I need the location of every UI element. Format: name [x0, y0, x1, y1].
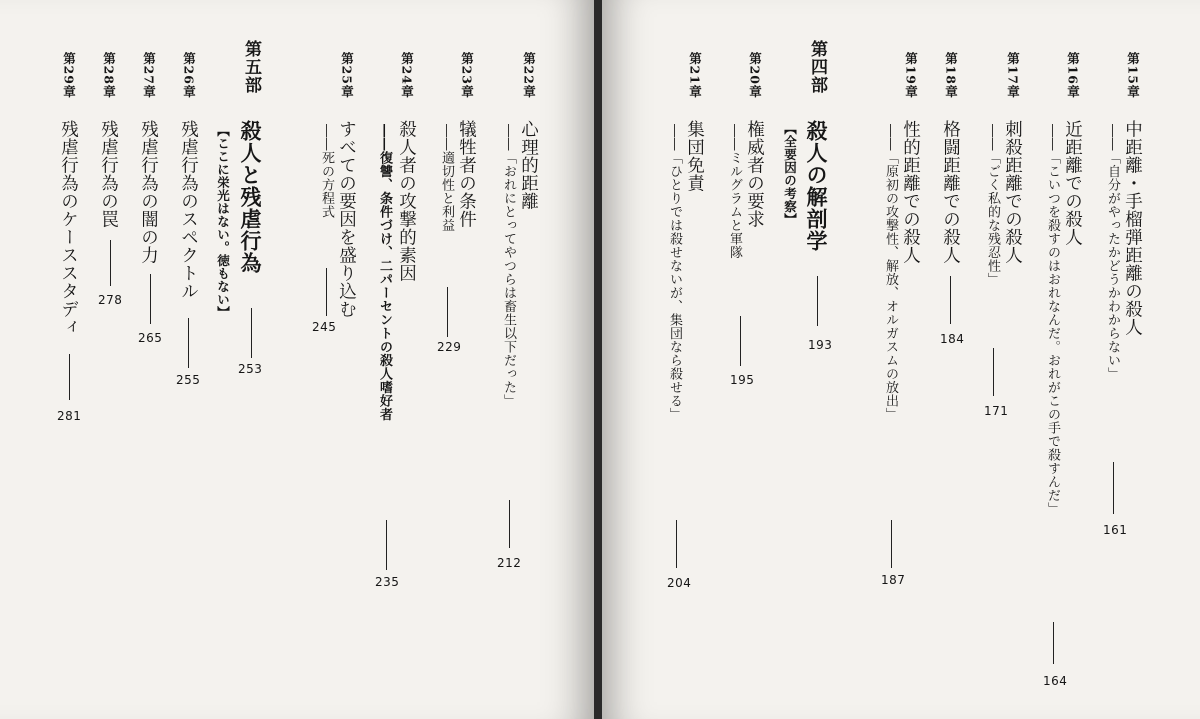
part-5-leader	[251, 308, 252, 358]
chapter-29-number: 第29章	[61, 52, 77, 99]
chapter-25-subtitle: ――死の方程式	[319, 124, 334, 219]
chapter-20-title: 権威者の要求	[744, 120, 765, 228]
chapter-23-subtitle: ――適切性と利益	[439, 124, 454, 232]
chapter-15-subtitle: ――「自分がやったかどうかわからない」	[1105, 124, 1120, 381]
chapter-16-page: 164	[1043, 674, 1068, 688]
chapter-24-subtitle: ――復讐、条件づけ、二パーセントの殺人嗜好者	[377, 124, 392, 421]
chapter-18-page: 184	[940, 332, 965, 346]
chapter-19-leader	[891, 520, 892, 568]
chapter-15-title: 中距離・手榴弾距離の殺人	[1122, 120, 1143, 336]
chapter-28-page: 278	[98, 293, 123, 307]
chapter-27-number: 第27章	[141, 52, 157, 99]
chapter-22-page: 212	[497, 556, 522, 570]
part-4-label: 第四部	[807, 40, 827, 94]
part-5-title: 殺人と残虐行為	[238, 120, 263, 274]
chapter-27-page: 265	[138, 331, 163, 345]
chapter-20-subtitle: ――ミルグラムと軍隊	[727, 124, 742, 259]
chapter-23-number: 第23章	[459, 52, 475, 99]
chapter-24-leader	[386, 520, 387, 570]
chapter-20-page: 195	[730, 373, 755, 387]
chapter-22-title: 心理的距離	[518, 120, 539, 210]
chapter-15-number: 第15章	[1125, 52, 1141, 99]
chapter-19-title: 性的距離での殺人	[900, 120, 921, 264]
chapter-28-number: 第28章	[101, 52, 117, 99]
chapter-27-title: 残虐行為の闇の力	[138, 120, 159, 264]
chapter-20-leader	[740, 316, 741, 366]
chapter-24-title: 殺人者の攻撃的素因	[396, 120, 417, 282]
chapter-27-leader	[150, 274, 151, 324]
chapter-19-subtitle: ――「原初の攻撃性、解放、オルガスムの放出」	[883, 124, 898, 421]
chapter-23-leader	[447, 287, 448, 337]
part-5-subtitle: 【ここに栄光はない。徳もない】	[215, 124, 231, 319]
part-4-page: 193	[808, 338, 833, 352]
chapter-18-title: 格闘距離での殺人	[940, 120, 961, 264]
chapter-16-title: 近距離での殺人	[1062, 120, 1083, 246]
chapter-16-leader	[1053, 622, 1054, 664]
chapter-26-title: 残虐行為のスペクトル	[178, 120, 199, 300]
part-4-subtitle: 【全要因の考察】	[782, 122, 798, 226]
right-page	[600, 0, 1200, 719]
chapter-17-number: 第17章	[1005, 52, 1021, 99]
chapter-21-page: 204	[667, 576, 692, 590]
chapter-26-page: 255	[176, 373, 201, 387]
chapter-19-page: 187	[881, 573, 906, 587]
chapter-29-page: 281	[57, 409, 82, 423]
chapter-23-page: 229	[437, 340, 462, 354]
chapter-18-leader	[950, 276, 951, 324]
part-4-title: 殺人の解剖学	[804, 120, 829, 252]
chapter-15-leader	[1113, 462, 1114, 514]
chapter-15-page: 161	[1103, 523, 1128, 537]
chapter-21-subtitle: ――「ひとりでは殺せないが、集団なら殺せる」	[667, 124, 682, 421]
chapter-21-leader	[676, 520, 677, 568]
chapter-17-subtitle: ――「ごく私的な残忍性」	[985, 124, 1000, 286]
chapter-28-title: 残虐行為の罠	[98, 120, 119, 228]
chapter-22-subtitle: ――「おれにとってやつらは畜生以下だった」	[501, 124, 516, 408]
chapter-29-title: 残虐行為のケーススタディ	[58, 120, 79, 336]
chapter-28-leader	[110, 240, 111, 286]
chapter-26-number: 第26章	[181, 52, 197, 99]
chapter-16-subtitle: ――「こいつを殺すのはおれなんだ。おれがこの手で殺すんだ」	[1045, 124, 1060, 516]
chapter-26-leader	[188, 318, 189, 368]
chapter-23-title: 犠牲者の条件	[456, 120, 477, 228]
chapter-25-number: 第25章	[339, 52, 355, 99]
chapter-17-leader	[993, 348, 994, 396]
chapter-22-number: 第22章	[521, 52, 537, 99]
chapter-24-number: 第24章	[399, 52, 415, 99]
part-5-page: 253	[238, 362, 263, 376]
chapter-25-title: すべての要因を盛り込む	[336, 120, 357, 318]
chapter-29-leader	[69, 354, 70, 400]
chapter-21-number: 第21章	[687, 52, 703, 99]
left-page	[0, 0, 594, 719]
part-5-label: 第五部	[241, 40, 261, 94]
chapter-17-title: 刺殺距離での殺人	[1002, 120, 1023, 264]
chapter-21-title: 集団免責	[684, 120, 705, 192]
chapter-24-page: 235	[375, 575, 400, 589]
part-4-leader	[817, 276, 818, 326]
chapter-22-leader	[509, 500, 510, 548]
chapter-16-number: 第16章	[1065, 52, 1081, 99]
chapter-18-number: 第18章	[943, 52, 959, 99]
chapter-19-number: 第19章	[903, 52, 919, 99]
chapter-25-page: 245	[312, 320, 337, 334]
chapter-20-number: 第20章	[747, 52, 763, 99]
chapter-25-leader	[326, 268, 327, 316]
chapter-17-page: 171	[984, 404, 1009, 418]
